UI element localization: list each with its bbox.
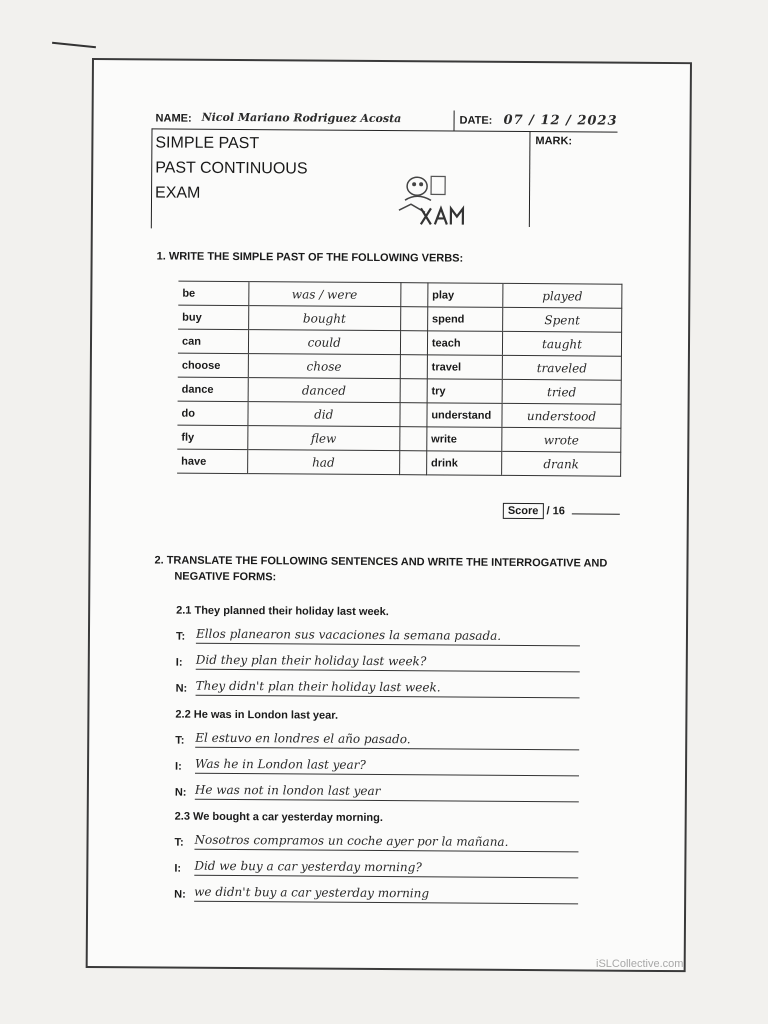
negative-line	[176, 679, 580, 700]
divider	[151, 128, 153, 228]
verb: drink	[426, 451, 501, 476]
cell-spacer	[400, 307, 427, 331]
divider	[454, 111, 455, 131]
sentence-title: 2.1 They planned their holiday last week.	[176, 604, 389, 619]
verb-answer: flew	[248, 426, 400, 451]
title-line: SIMPLE PAST	[155, 134, 260, 153]
name-date-row	[152, 108, 618, 132]
line-label: I:	[175, 760, 182, 773]
table-row	[178, 377, 622, 404]
verb-answer: Spent	[503, 307, 622, 332]
line-label: T:	[174, 836, 184, 849]
handwritten-answer: Nosotros compramos un coche ayer por la mañana.	[194, 833, 578, 853]
verb-answer: played	[503, 283, 622, 308]
score-label: Score	[503, 503, 544, 519]
line-label: I:	[175, 656, 183, 669]
cell-spacer	[400, 283, 427, 307]
divider	[529, 131, 531, 227]
cell-spacer	[399, 427, 426, 451]
handwritten-answer: Ellos planearon sus vacaciones la semana pasada.	[196, 627, 580, 647]
handwritten-answer: They didn't plan their holiday last week.	[196, 679, 580, 699]
table-row	[178, 353, 622, 380]
verb: write	[427, 427, 502, 452]
mark-label: MARK:	[535, 135, 573, 148]
verb: do	[177, 401, 248, 425]
interrogative-line	[176, 653, 580, 674]
date-value: 07 / 12 / 2023	[503, 112, 618, 129]
verb: fly	[177, 425, 248, 449]
handwritten-answer: Did we buy a car yesterday morning?	[194, 859, 578, 879]
negative-line	[175, 783, 579, 804]
verb-answer: did	[248, 402, 400, 427]
handwritten-answer: we didn't buy a car yesterday morning	[194, 885, 578, 905]
verb: understand	[427, 403, 502, 428]
score-box	[503, 503, 620, 520]
verb-answer: traveled	[502, 355, 621, 380]
cell-spacer	[400, 331, 427, 355]
verb-answer: could	[248, 330, 400, 355]
translation-line	[176, 627, 580, 648]
exam-sheet	[86, 58, 692, 972]
verb: spend	[427, 307, 502, 332]
verb-answer: danced	[248, 378, 400, 403]
name-label: NAME:	[155, 112, 192, 125]
handwritten-answer: Was he in London last year?	[195, 757, 579, 777]
date-label: DATE:	[459, 114, 493, 127]
heading-line: 2. TRANSLATE THE FOLLOWING SENTENCES AND WRITE THE INTERROGATIVE AND	[154, 554, 608, 570]
sentence-title: 2.3 We bought a car yesterday morning.	[174, 810, 383, 825]
cell-spacer	[400, 379, 427, 403]
verb-answer: was / were	[249, 282, 401, 307]
title-line: EXAM	[155, 184, 201, 202]
table-row	[177, 425, 621, 452]
verb-answer: tried	[502, 379, 621, 404]
verb-answer: had	[247, 450, 399, 475]
handwritten-answer: El estuvo en londres el año pasado.	[195, 731, 579, 751]
verb-answer: wrote	[502, 427, 621, 452]
handwritten-answer: Did they plan their holiday last week?	[196, 653, 580, 673]
verb-answer: understood	[502, 403, 621, 428]
verb: be	[178, 281, 249, 305]
interrogative-line	[175, 757, 579, 778]
score-total: / 16	[546, 505, 565, 518]
exam-title	[155, 130, 308, 206]
watermark: iSLCollective.com	[596, 958, 684, 970]
interrogative-line	[174, 859, 578, 880]
cell-spacer	[399, 403, 426, 427]
verb-answer: taught	[502, 331, 621, 356]
heading-line: NEGATIVE FORMS:	[174, 570, 277, 584]
line-label: N:	[175, 682, 188, 695]
verb: have	[177, 449, 248, 473]
verb: dance	[178, 377, 249, 401]
stray-pen-mark	[52, 42, 96, 49]
verb-answer: bought	[248, 306, 400, 331]
table-row	[177, 449, 621, 476]
cell-spacer	[399, 451, 426, 475]
title-line: PAST CONTINUOUS	[155, 159, 308, 178]
line-label: N:	[174, 888, 186, 901]
verb-answer: drank	[502, 451, 621, 476]
verb: teach	[427, 331, 502, 356]
student-name: Nicol Mariano Rodriguez Acosta	[201, 110, 402, 126]
handwritten-answer: He was not in london last year	[195, 783, 579, 803]
section-1-heading: 1. WRITE THE SIMPLE PAST OF THE FOLLOWING VERBS:	[156, 250, 464, 265]
table-row	[178, 281, 622, 308]
verb: try	[427, 379, 502, 404]
table-row	[177, 401, 621, 428]
score-line	[572, 513, 620, 514]
verb: play	[428, 283, 503, 308]
verb-answer: chose	[248, 354, 400, 379]
table-row	[178, 305, 622, 332]
verb: travel	[427, 355, 502, 380]
line-label: N:	[174, 786, 187, 799]
verb: buy	[178, 305, 249, 329]
cell-spacer	[400, 355, 427, 379]
section-2-heading	[154, 552, 607, 587]
line-label: I:	[174, 862, 182, 875]
line-label: T:	[175, 734, 185, 747]
table-row	[178, 329, 622, 356]
translation-line	[174, 833, 578, 854]
verb: choose	[178, 353, 249, 377]
verbs-table	[177, 281, 622, 477]
exam-cartoon-icon	[391, 166, 475, 229]
line-label: T:	[175, 630, 186, 643]
negative-line	[174, 885, 578, 906]
sentence-title: 2.2 He was in London last year.	[175, 708, 339, 722]
verb: can	[178, 329, 249, 353]
exam-header	[151, 108, 618, 235]
translation-line	[175, 731, 579, 752]
